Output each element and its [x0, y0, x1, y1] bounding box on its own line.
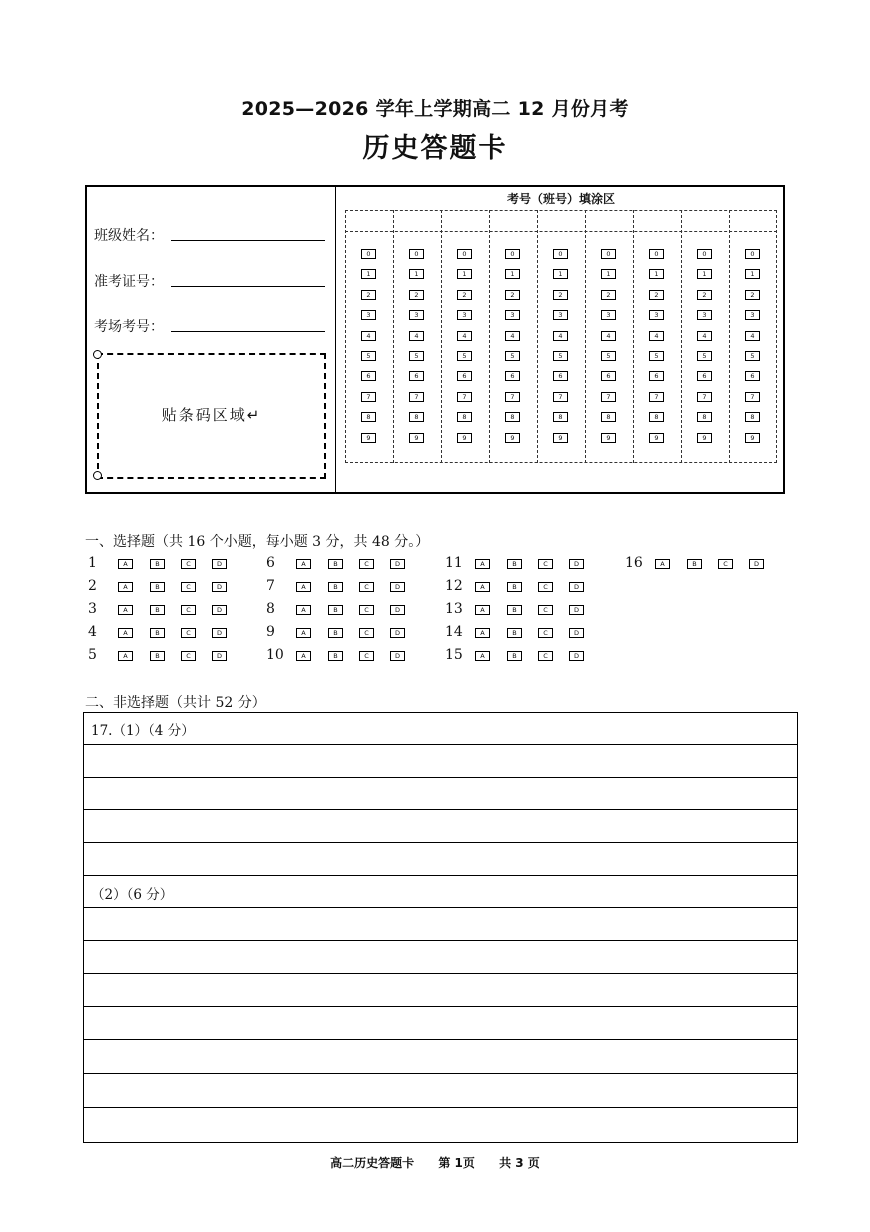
- footer-card-name: 高二历史答题卡: [330, 1156, 415, 1170]
- option-bubble-a[interactable]: A: [296, 559, 311, 569]
- option-bubble-c[interactable]: C: [538, 628, 553, 638]
- answer-line: [83, 875, 798, 876]
- page-footer: [0, 1154, 870, 1171]
- option-bubble-d[interactable]: D: [569, 605, 584, 615]
- question-number: 14: [445, 624, 463, 640]
- digit-bubble[interactable]: 5: [745, 351, 760, 361]
- digit-bubble[interactable]: 2: [409, 290, 424, 300]
- question-number: 11: [445, 555, 463, 571]
- question-number: 9: [266, 624, 275, 640]
- answer-line: [83, 777, 798, 778]
- option-bubble-c[interactable]: C: [181, 651, 196, 661]
- answer-line: [83, 842, 798, 843]
- section1-title: 一、选择题（共 16 个小题，每小题 3 分，共 48 分。）: [85, 534, 430, 550]
- digit-bubble[interactable]: 5: [553, 351, 568, 361]
- option-bubble-c[interactable]: C: [181, 628, 196, 638]
- option-bubble-a[interactable]: A: [475, 651, 490, 661]
- option-bubble-c[interactable]: C: [359, 628, 374, 638]
- digit-bubble[interactable]: 3: [361, 310, 376, 320]
- digit-bubble[interactable]: 0: [505, 249, 520, 259]
- digit-bubble[interactable]: 6: [361, 371, 376, 381]
- digit-bubble[interactable]: 6: [601, 371, 616, 381]
- option-bubble-a[interactable]: A: [118, 651, 133, 661]
- exam-id-label: 准考证号：: [94, 274, 164, 290]
- fill-grid-col-divider: [585, 210, 586, 463]
- option-bubble-c[interactable]: C: [359, 582, 374, 592]
- option-bubble-b[interactable]: B: [150, 559, 165, 569]
- option-bubble-d[interactable]: D: [212, 605, 227, 615]
- digit-bubble[interactable]: 5: [601, 351, 616, 361]
- footer-page: 第 1页: [438, 1156, 475, 1170]
- digit-bubble[interactable]: 2: [697, 290, 712, 300]
- digit-bubble[interactable]: 5: [697, 351, 712, 361]
- card-title: 历史答题卡: [362, 133, 508, 164]
- digit-bubble[interactable]: 1: [649, 269, 664, 279]
- digit-bubble[interactable]: 8: [697, 412, 712, 422]
- fill-grid-col-divider: [729, 210, 730, 463]
- option-bubble-d[interactable]: D: [749, 559, 764, 569]
- digit-bubble[interactable]: 8: [745, 412, 760, 422]
- option-bubble-d[interactable]: D: [212, 559, 227, 569]
- option-bubble-d[interactable]: D: [569, 628, 584, 638]
- question-number: 10: [266, 647, 284, 663]
- option-bubble-a[interactable]: A: [118, 582, 133, 592]
- digit-bubble[interactable]: 9: [457, 433, 472, 443]
- option-bubble-b[interactable]: B: [328, 582, 343, 592]
- option-bubble-a[interactable]: A: [296, 582, 311, 592]
- digit-bubble[interactable]: 4: [553, 331, 568, 341]
- digit-bubble[interactable]: 7: [745, 392, 760, 402]
- answer-line: [83, 907, 798, 908]
- digit-bubble[interactable]: 8: [601, 412, 616, 422]
- answer-line: [83, 1039, 798, 1040]
- question-number: 5: [88, 647, 97, 663]
- option-bubble-b[interactable]: B: [328, 559, 343, 569]
- option-bubble-b[interactable]: B: [687, 559, 702, 569]
- digit-bubble[interactable]: 0: [361, 249, 376, 259]
- question-number: 8: [266, 601, 275, 617]
- digit-bubble[interactable]: 3: [745, 310, 760, 320]
- digit-bubble[interactable]: 9: [409, 433, 424, 443]
- question-number: 16: [625, 555, 643, 571]
- digit-bubble[interactable]: 6: [553, 371, 568, 381]
- digit-bubble[interactable]: 6: [409, 371, 424, 381]
- class-name-label: 班级姓名：: [94, 228, 164, 244]
- digit-bubble[interactable]: 6: [649, 371, 664, 381]
- digit-bubble[interactable]: 3: [697, 310, 712, 320]
- option-bubble-b[interactable]: B: [328, 605, 343, 615]
- option-bubble-d[interactable]: D: [569, 559, 584, 569]
- digit-bubble[interactable]: 5: [649, 351, 664, 361]
- info-divider: [335, 185, 336, 494]
- question-number: 2: [88, 578, 97, 594]
- barcode-label: 贴条码区域↵: [161, 406, 262, 424]
- digit-bubble[interactable]: 0: [457, 249, 472, 259]
- option-bubble-b[interactable]: B: [150, 582, 165, 592]
- digit-bubble[interactable]: 4: [601, 331, 616, 341]
- digit-bubble[interactable]: 6: [697, 371, 712, 381]
- digit-bubble[interactable]: 2: [553, 290, 568, 300]
- answer-line: [83, 1006, 798, 1007]
- digit-bubble[interactable]: 1: [361, 269, 376, 279]
- digit-bubble[interactable]: 4: [505, 331, 520, 341]
- digit-bubble[interactable]: 0: [649, 249, 664, 259]
- question-number: 1: [88, 555, 97, 571]
- digit-bubble[interactable]: 0: [745, 249, 760, 259]
- answer-line: [83, 973, 798, 974]
- option-bubble-d[interactable]: D: [390, 651, 405, 661]
- fill-grid-col-divider: [633, 210, 634, 463]
- digit-bubble[interactable]: 6: [745, 371, 760, 381]
- digit-bubble[interactable]: 5: [409, 351, 424, 361]
- answer-line: [83, 1073, 798, 1074]
- digit-bubble[interactable]: 7: [361, 392, 376, 402]
- digit-bubble[interactable]: 9: [697, 433, 712, 443]
- digit-bubble[interactable]: 1: [745, 269, 760, 279]
- option-bubble-b[interactable]: B: [150, 605, 165, 615]
- digit-bubble[interactable]: 3: [601, 310, 616, 320]
- option-bubble-a[interactable]: A: [475, 605, 490, 615]
- digit-bubble[interactable]: 4: [649, 331, 664, 341]
- digit-bubble[interactable]: 4: [745, 331, 760, 341]
- q17-part2-label: （2）（6 分）: [91, 887, 174, 903]
- digit-bubble[interactable]: 9: [505, 433, 520, 443]
- digit-bubble[interactable]: 3: [553, 310, 568, 320]
- question-number: 6: [266, 555, 275, 571]
- digit-bubble[interactable]: 3: [649, 310, 664, 320]
- fill-grid-col-divider: [393, 210, 394, 463]
- digit-bubble[interactable]: 7: [409, 392, 424, 402]
- digit-bubble[interactable]: 9: [361, 433, 376, 443]
- digit-bubble[interactable]: 8: [505, 412, 520, 422]
- option-bubble-b[interactable]: B: [507, 582, 522, 592]
- option-bubble-b[interactable]: B: [507, 628, 522, 638]
- answer-line: [83, 744, 798, 745]
- question-number: 15: [445, 647, 463, 663]
- option-bubble-a[interactable]: A: [475, 559, 490, 569]
- option-bubble-a[interactable]: A: [118, 605, 133, 615]
- digit-bubble[interactable]: 9: [649, 433, 664, 443]
- fill-grid-col-divider: [441, 210, 442, 463]
- fill-grid-col-divider: [537, 210, 538, 463]
- option-bubble-c[interactable]: C: [538, 651, 553, 661]
- digit-bubble[interactable]: 3: [505, 310, 520, 320]
- section2-title: 二、非选择题（共计 52 分）: [85, 695, 266, 711]
- digit-bubble[interactable]: 0: [697, 249, 712, 259]
- option-bubble-d[interactable]: D: [569, 651, 584, 661]
- digit-bubble[interactable]: 7: [601, 392, 616, 402]
- option-bubble-b[interactable]: B: [507, 559, 522, 569]
- question-number: 4: [88, 624, 97, 640]
- question-number: 3: [88, 601, 97, 617]
- digit-bubble[interactable]: 9: [553, 433, 568, 443]
- digit-bubble[interactable]: 0: [601, 249, 616, 259]
- digit-bubble[interactable]: 5: [505, 351, 520, 361]
- fill-grid-row-divider: [345, 231, 777, 232]
- digit-bubble[interactable]: 6: [505, 371, 520, 381]
- digit-bubble[interactable]: 0: [409, 249, 424, 259]
- option-bubble-a[interactable]: A: [118, 628, 133, 638]
- question-number: 12: [445, 578, 463, 594]
- option-bubble-a[interactable]: A: [118, 559, 133, 569]
- option-bubble-c[interactable]: C: [538, 605, 553, 615]
- option-bubble-d[interactable]: D: [212, 651, 227, 661]
- option-bubble-c[interactable]: C: [181, 605, 196, 615]
- digit-bubble[interactable]: 7: [553, 392, 568, 402]
- digit-bubble[interactable]: 4: [361, 331, 376, 341]
- digit-bubble[interactable]: 5: [361, 351, 376, 361]
- option-bubble-b[interactable]: B: [328, 651, 343, 661]
- option-bubble-d[interactable]: D: [390, 582, 405, 592]
- option-bubble-b[interactable]: B: [328, 628, 343, 638]
- fill-grid-col-divider: [489, 210, 490, 463]
- option-bubble-d[interactable]: D: [390, 605, 405, 615]
- option-bubble-a[interactable]: A: [475, 628, 490, 638]
- option-bubble-d[interactable]: D: [569, 582, 584, 592]
- option-bubble-d[interactable]: D: [390, 559, 405, 569]
- barcode-corner-marker: [93, 471, 102, 480]
- option-bubble-c[interactable]: C: [538, 559, 553, 569]
- fill-area-title: 考号（班号）填涂区: [506, 192, 615, 206]
- option-bubble-c[interactable]: C: [359, 651, 374, 661]
- option-bubble-c[interactable]: C: [359, 559, 374, 569]
- option-bubble-c[interactable]: C: [181, 582, 196, 592]
- question-number: 7: [266, 578, 275, 594]
- option-bubble-d[interactable]: D: [212, 582, 227, 592]
- digit-bubble[interactable]: 1: [601, 269, 616, 279]
- option-bubble-a[interactable]: A: [655, 559, 670, 569]
- answer-line: [83, 809, 798, 810]
- q17-part1-label: 17.（1）（4 分）: [91, 723, 195, 739]
- exam-title: 2025—2026 学年上学期高二 12 月份月考: [241, 98, 629, 120]
- option-bubble-b[interactable]: B: [150, 628, 165, 638]
- digit-bubble[interactable]: 8: [409, 412, 424, 422]
- option-bubble-a[interactable]: A: [296, 605, 311, 615]
- digit-bubble[interactable]: 3: [457, 310, 472, 320]
- digit-bubble[interactable]: 1: [697, 269, 712, 279]
- option-bubble-d[interactable]: D: [390, 628, 405, 638]
- digit-bubble[interactable]: 1: [553, 269, 568, 279]
- room-seat-label: 考场考号：: [94, 319, 164, 335]
- digit-bubble[interactable]: 2: [649, 290, 664, 300]
- answer-line: [83, 1107, 798, 1108]
- digit-bubble[interactable]: 1: [457, 269, 472, 279]
- digit-bubble[interactable]: 1: [505, 269, 520, 279]
- digit-bubble[interactable]: 3: [409, 310, 424, 320]
- option-bubble-d[interactable]: D: [212, 628, 227, 638]
- digit-bubble[interactable]: 9: [601, 433, 616, 443]
- digit-bubble[interactable]: 7: [697, 392, 712, 402]
- digit-bubble[interactable]: 8: [553, 412, 568, 422]
- room-seat-field[interactable]: [171, 331, 325, 332]
- class-name-field[interactable]: [171, 240, 325, 241]
- digit-bubble[interactable]: 2: [505, 290, 520, 300]
- option-bubble-a[interactable]: A: [296, 628, 311, 638]
- digit-bubble[interactable]: 2: [745, 290, 760, 300]
- digit-bubble[interactable]: 1: [409, 269, 424, 279]
- digit-bubble[interactable]: 7: [457, 392, 472, 402]
- option-bubble-b[interactable]: B: [507, 651, 522, 661]
- option-bubble-b[interactable]: B: [150, 651, 165, 661]
- option-bubble-c[interactable]: C: [538, 582, 553, 592]
- digit-bubble[interactable]: 8: [649, 412, 664, 422]
- digit-bubble[interactable]: 0: [553, 249, 568, 259]
- digit-bubble[interactable]: 9: [745, 433, 760, 443]
- option-bubble-b[interactable]: B: [507, 605, 522, 615]
- option-bubble-c[interactable]: C: [181, 559, 196, 569]
- exam-id-field[interactable]: [171, 286, 325, 287]
- option-bubble-a[interactable]: A: [475, 582, 490, 592]
- digit-bubble[interactable]: 2: [457, 290, 472, 300]
- digit-bubble[interactable]: 7: [649, 392, 664, 402]
- digit-bubble[interactable]: 2: [361, 290, 376, 300]
- fill-grid-col-divider: [681, 210, 682, 463]
- question-number: 13: [445, 601, 463, 617]
- footer-total: 共 3 页: [499, 1156, 540, 1170]
- option-bubble-c[interactable]: C: [718, 559, 733, 569]
- digit-bubble[interactable]: 6: [457, 371, 472, 381]
- barcode-corner-marker: [93, 350, 102, 359]
- answer-line: [83, 940, 798, 941]
- digit-bubble[interactable]: 7: [505, 392, 520, 402]
- digit-bubble[interactable]: 4: [457, 331, 472, 341]
- digit-bubble[interactable]: 2: [601, 290, 616, 300]
- digit-bubble[interactable]: 4: [409, 331, 424, 341]
- option-bubble-c[interactable]: C: [359, 605, 374, 615]
- digit-bubble[interactable]: 4: [697, 331, 712, 341]
- digit-bubble[interactable]: 5: [457, 351, 472, 361]
- digit-bubble[interactable]: 8: [361, 412, 376, 422]
- digit-bubble[interactable]: 8: [457, 412, 472, 422]
- option-bubble-a[interactable]: A: [296, 651, 311, 661]
